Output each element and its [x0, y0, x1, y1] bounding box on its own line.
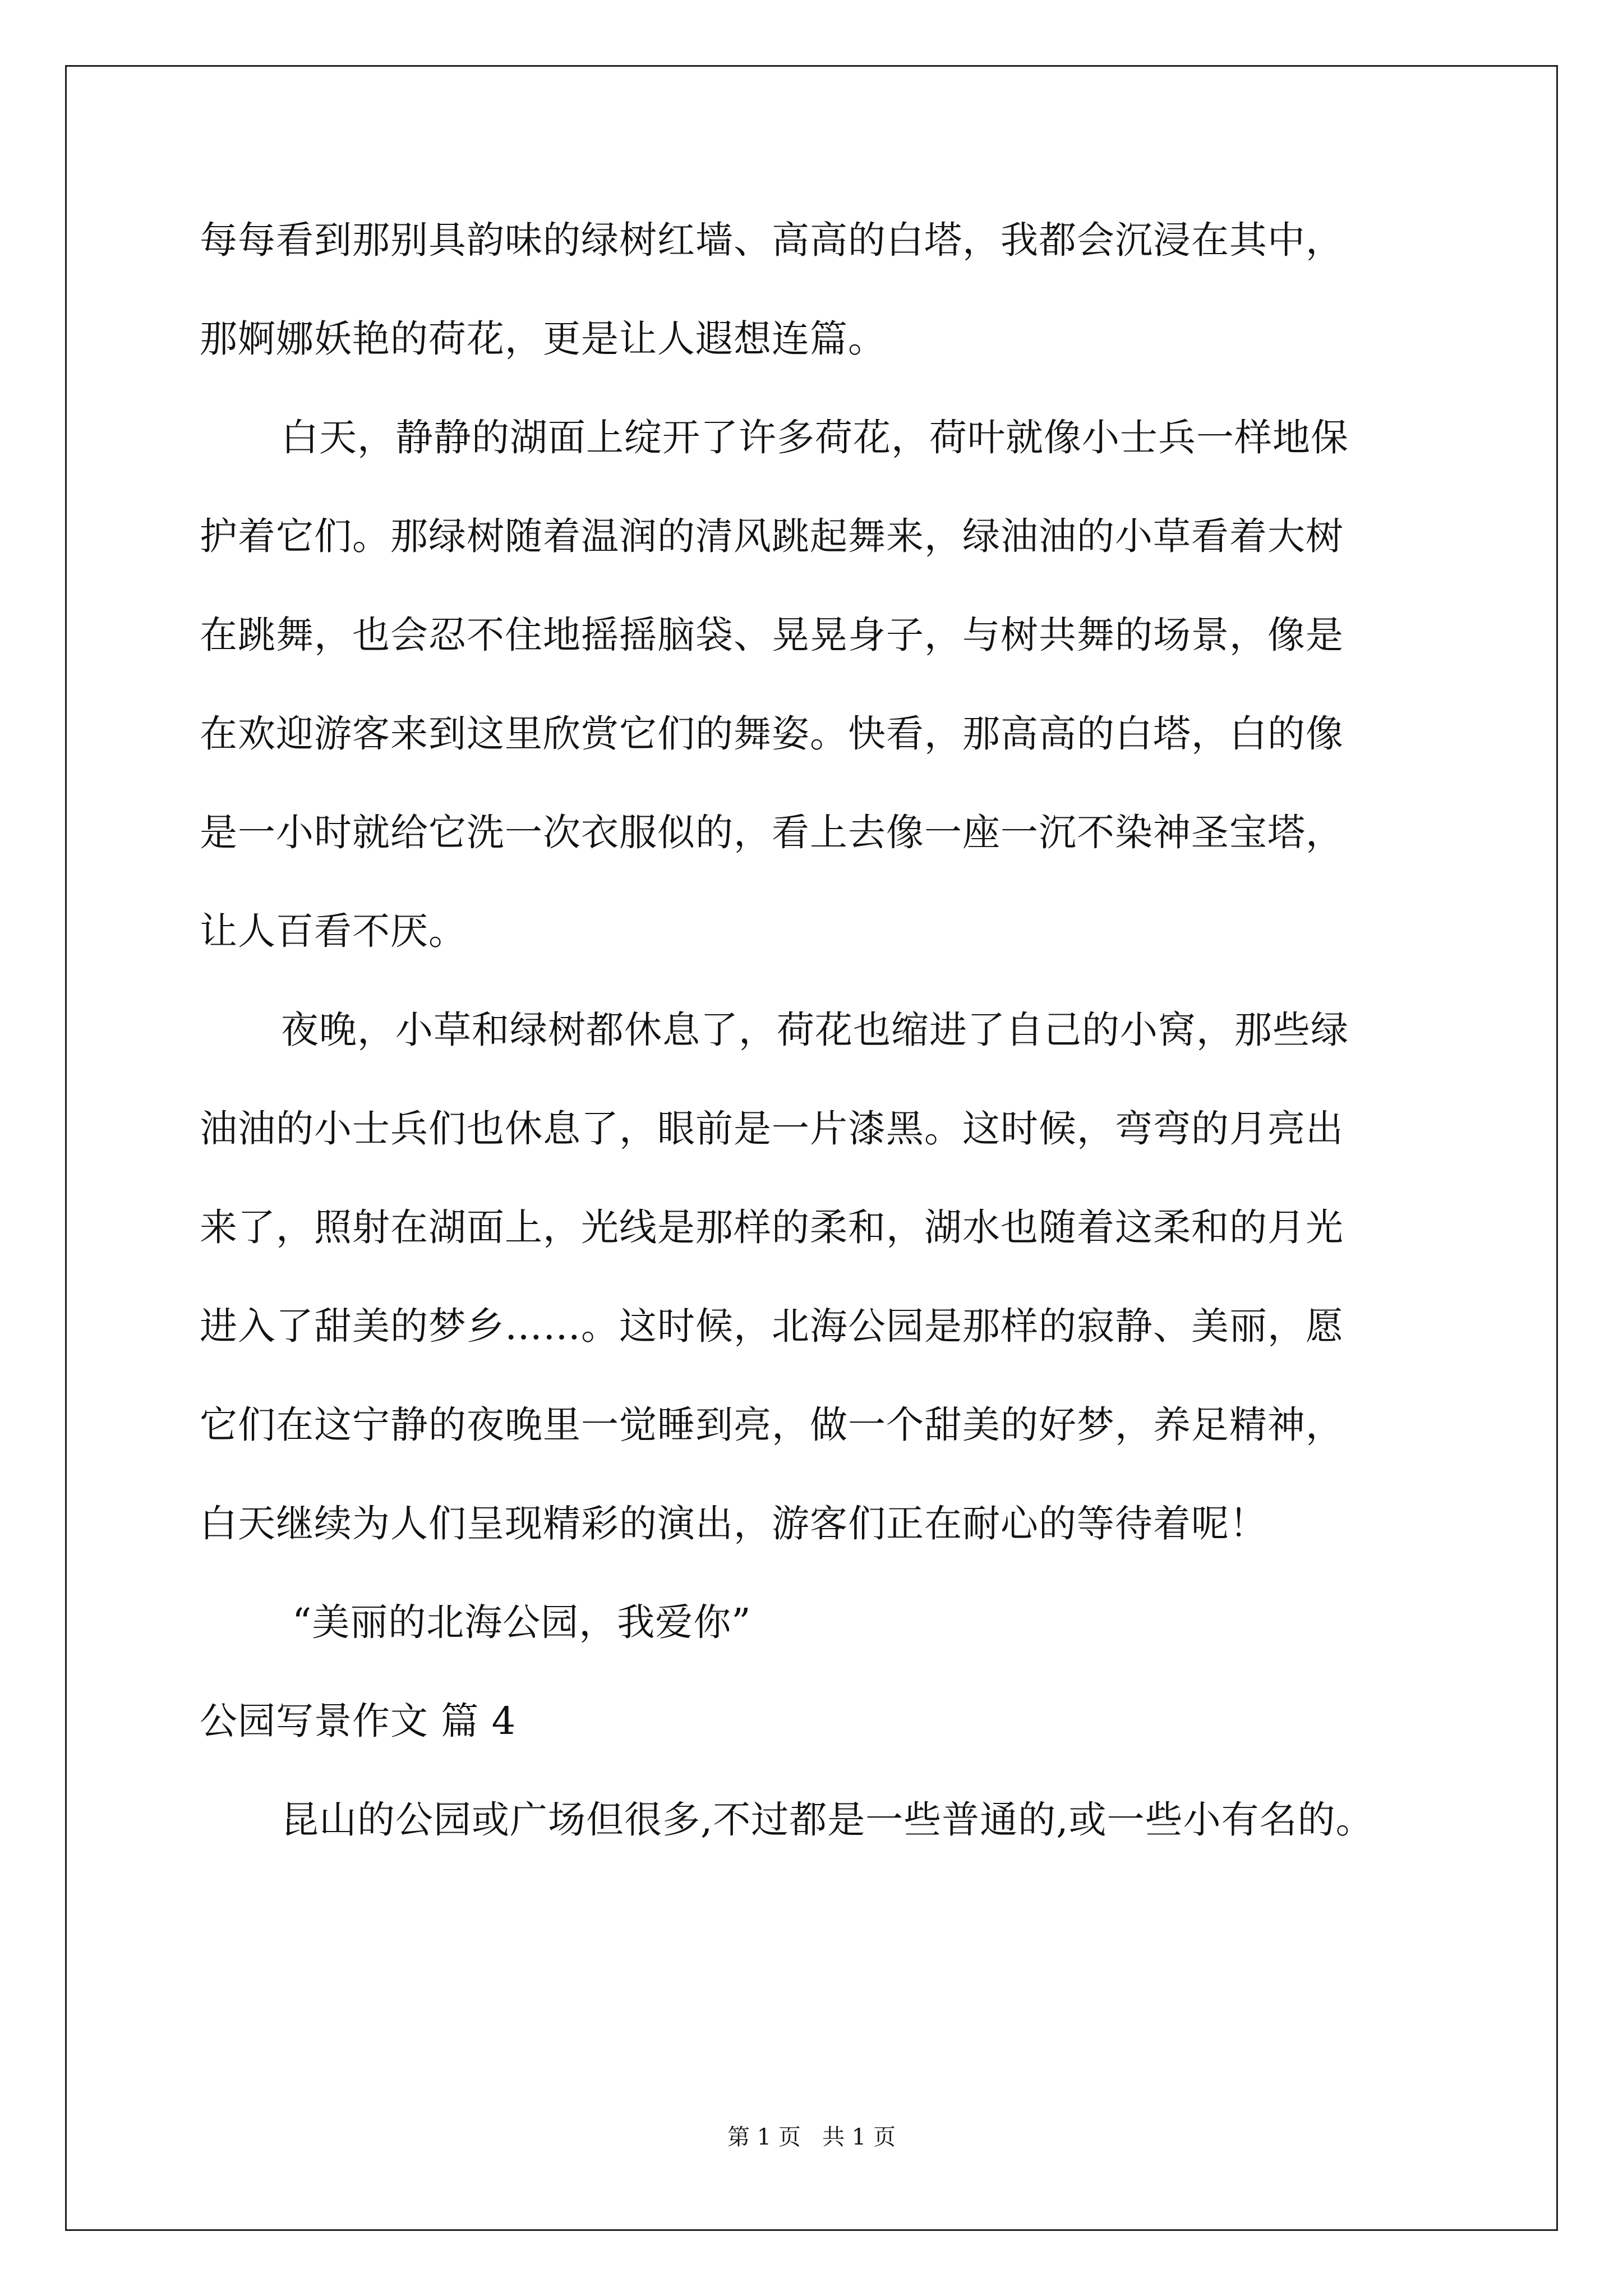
text-line: 白天继续为人们呈现精彩的演出，游客们正在耐心的等待着呢！	[200, 1502, 1267, 1545]
page-footer: 第 1 页 共 1 页	[727, 2124, 896, 2150]
text-line: 是一小时就给它洗一次衣服似的，看上去像一座一沉不染神圣宝塔，	[200, 811, 1344, 854]
text-line: 进入了甜美的梦乡……。这时候，北海公园是那样的寂静、美丽，愿	[200, 1304, 1344, 1348]
text-line: 在欢迎游客来到这里欣赏它们的舞姿。快看，那高高的白塔，白的像	[200, 712, 1344, 756]
text-line: 让人百看不厌。	[200, 909, 467, 953]
document-body	[200, 208, 1428, 1886]
text-line: 夜晚，小草和绿树都休息了，荷花也缩进了自己的小窝，那些绿	[281, 1008, 1349, 1052]
text-line: 来了，照射在湖面上，光线是那样的柔和，湖水也随着这柔和的月光	[200, 1205, 1344, 1249]
text-line: 白天，静静的湖面上绽开了许多荷花，荷叶就像小士兵一样地保	[281, 416, 1349, 459]
text-line: 那婀娜妖艳的荷花，更是让人遐想连篇。	[200, 317, 886, 361]
text-line: 它们在这宁静的夜晚里一觉睡到亮，做一个甜美的好梦，养足精神，	[200, 1403, 1344, 1447]
text-line: 每每看到那别具韵味的绿树红墙、高高的白塔，我都会沉浸在其中，	[200, 218, 1344, 262]
text-line: 油油的小士兵们也休息了，眼前是一片漆黑。这时候，弯弯的月亮出	[200, 1107, 1344, 1151]
text-line: 护着它们。那绿树随着温润的清风跳起舞来，绿油油的小草看着大树	[200, 514, 1344, 558]
text-line: 昆山的公园或广场但很多,不过都是一些普通的,或一些小有名的。	[281, 1798, 1374, 1842]
text-line: “美丽的北海公园，我爱你”	[292, 1600, 751, 1644]
text-line: 在跳舞，也会忍不住地摇摇脑袋、晃晃身子，与树共舞的场景，像是	[200, 613, 1344, 657]
text-line: 公园写景作文 篇 4	[200, 1699, 517, 1743]
